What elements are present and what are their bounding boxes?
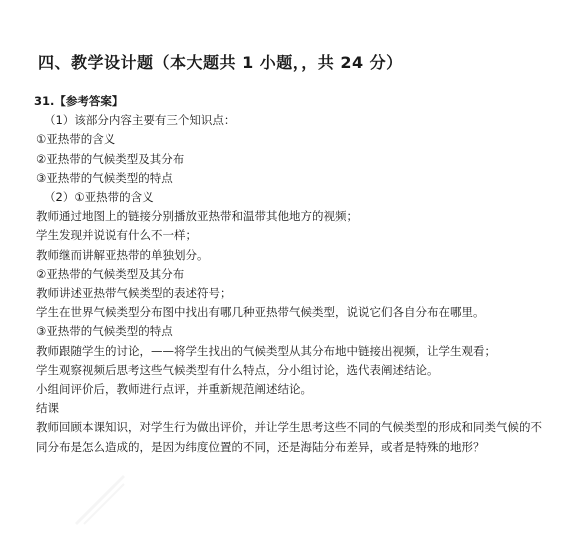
answer-line: ①亚热带的含义 bbox=[36, 132, 116, 147]
answer-line: 教师回顾本课知识，对学生行为做出评价，并让学生思考这些不同的气候类型的形成和同类气候的不同分布是怎么造成的，是因为纬度位置的不同，还是海陆分布差异，或者是特殊的地形？ bbox=[36, 420, 542, 454]
answer-block bbox=[20, 92, 545, 457]
answer-line: ③亚热带的气候类型的特点 bbox=[36, 170, 173, 185]
answer-line: ②亚热带的气候类型及其分布 bbox=[36, 266, 185, 281]
answer-line: （2）①亚热带的含义 bbox=[44, 190, 154, 205]
answer-line: 学生在世界气候类型分布图中找出有哪几种亚热带气候类型，说说它们各自分布在哪里。 bbox=[36, 305, 485, 320]
answer-line: ②亚热带的气候类型及其分布 bbox=[36, 151, 185, 166]
answer-line: 教师通过地图上的链接分别播放亚热带和温带其他地方的视频； bbox=[36, 209, 358, 224]
answer-line: ③亚热带的气候类型的特点 bbox=[36, 324, 173, 339]
question-label: 31.【参考答案】 bbox=[34, 94, 124, 108]
answer-line: （1）该部分内容主要有三个知识点： bbox=[44, 113, 236, 128]
answer-line: 教师跟随学生的讨论，——将学生找出的气候类型从其分布地中链接出视频，让学生观看； bbox=[36, 343, 496, 358]
answer-line: 结课 bbox=[36, 401, 59, 416]
answer-line: 教师继而讲解亚热带的单独划分。 bbox=[36, 247, 209, 262]
answer-line: 教师讲述亚热带气候类型的表述符号； bbox=[36, 286, 232, 301]
watermark-mark bbox=[70, 470, 130, 530]
answer-line: 学生发现并说说有什么不一样； bbox=[36, 228, 197, 243]
answer-line: 小组间评价后，教师进行点评，并重新规范阐述结论。 bbox=[36, 382, 312, 397]
answer-line: 学生观察视频后思考这些气候类型有什么特点，分小组讨论，选代表阐述结论。 bbox=[36, 362, 439, 377]
section-heading: 四、教学设计题（本大题共 1 小题，，共 24 分） bbox=[38, 53, 403, 72]
